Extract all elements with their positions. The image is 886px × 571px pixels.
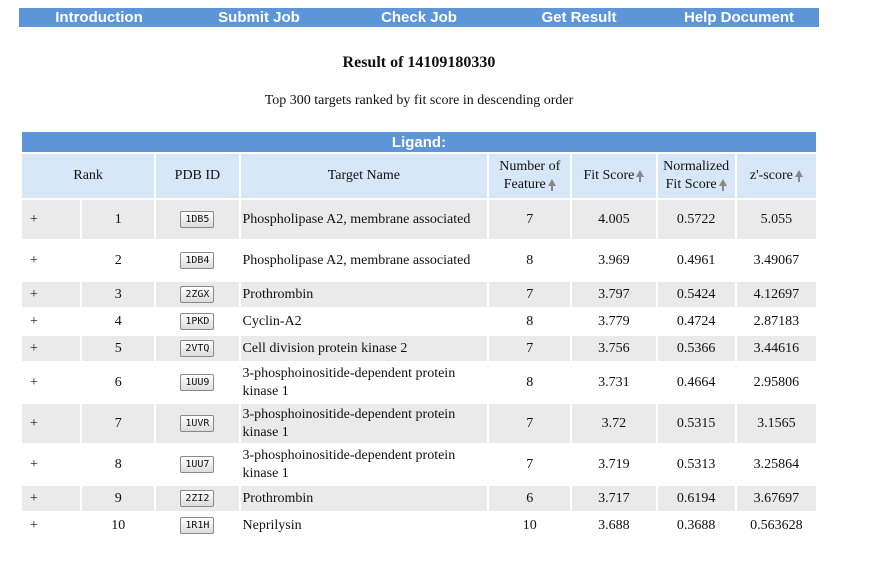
z-score-cell: 0.563628 xyxy=(737,511,816,538)
expand-toggle[interactable]: + xyxy=(22,402,80,443)
fit-score-cell: 3.756 xyxy=(572,334,655,361)
rank-cell: 10 xyxy=(82,511,154,538)
nav-check-job[interactable]: Check Job xyxy=(381,9,457,26)
fit-score-cell: 3.72 xyxy=(572,402,655,443)
table-row xyxy=(22,443,816,484)
page-subtitle: Top 300 targets ranked by fit score in descending order xyxy=(264,93,574,108)
expand-toggle[interactable]: + xyxy=(22,511,80,538)
normalized-fit-score-cell: 0.4664 xyxy=(658,361,735,402)
number-of-feature-cell: 6 xyxy=(489,484,570,511)
pdb-id-button[interactable]: 1DB4 xyxy=(180,252,214,269)
normalized-fit-score-cell: 0.4961 xyxy=(658,239,735,280)
pdb-id-cell xyxy=(156,511,238,538)
expand-toggle[interactable]: + xyxy=(22,239,80,280)
pdb-id-button[interactable]: 1UU7 xyxy=(180,456,214,473)
number-of-feature-cell: 7 xyxy=(489,443,570,484)
table-row xyxy=(22,280,816,307)
normalized-fit-score-cell: 0.5315 xyxy=(658,402,735,443)
nav-introduction[interactable]: Introduction xyxy=(55,9,143,26)
nav-submit-job[interactable]: Submit Job xyxy=(218,9,300,26)
pdb-id-cell xyxy=(156,239,238,280)
column-header-fit-score[interactable] xyxy=(572,152,655,198)
z-score-cell: 5.055 xyxy=(737,198,816,239)
table-row xyxy=(22,334,816,361)
column-header-normalized-fit-score[interactable] xyxy=(658,152,735,198)
normalized-fit-score-cell: 0.3688 xyxy=(658,511,735,538)
pdb-id-button[interactable]: 2ZI2 xyxy=(180,490,214,507)
pdb-id-cell xyxy=(156,307,238,334)
z-score-cell: 3.67697 xyxy=(737,484,816,511)
ligand-section-header: Ligand: xyxy=(22,132,816,152)
fit-score-cell: 3.731 xyxy=(572,361,655,402)
fit-score-cell: 3.717 xyxy=(572,484,655,511)
target-name-cell: 3-phosphoinositide-dependent protein kinase 1 xyxy=(241,361,488,402)
target-name-cell: Neprilysin xyxy=(241,511,488,538)
rank-cell: 5 xyxy=(82,334,154,361)
fit-score-header-label: Fit Score xyxy=(583,168,635,183)
target-name-header-label: Target Name xyxy=(327,168,400,183)
normalized-fit-score-cell: 0.4724 xyxy=(658,307,735,334)
number-of-feature-cell: 8 xyxy=(489,361,570,402)
fit-score-cell: 3.969 xyxy=(572,239,655,280)
table-row xyxy=(22,361,816,402)
table-row xyxy=(22,239,816,280)
pdb-id-button[interactable]: 1DB5 xyxy=(180,211,214,228)
pdb-id-button[interactable]: 1R1H xyxy=(180,517,214,534)
rank-cell: 6 xyxy=(82,361,154,402)
normalized-fit-score-header-label: Normalized Fit Score xyxy=(663,159,730,192)
expand-toggle[interactable]: + xyxy=(22,334,80,361)
number-of-feature-cell: 7 xyxy=(489,198,570,239)
fit-score-cell: 3.688 xyxy=(572,511,655,538)
number-of-feature-cell: 7 xyxy=(489,280,570,307)
pdb-id-cell xyxy=(156,402,238,443)
column-header-rank[interactable] xyxy=(22,152,154,198)
number-of-feature-cell: 10 xyxy=(489,511,570,538)
z-score-header-label: z'-score xyxy=(749,168,793,183)
nav-help-document[interactable]: Help Document xyxy=(683,9,794,26)
fit-score-cell: 3.797 xyxy=(572,280,655,307)
fit-score-cell: 3.719 xyxy=(572,443,655,484)
z-score-cell: 3.44616 xyxy=(737,334,816,361)
pdb-id-button[interactable]: 2ZGX xyxy=(180,286,214,303)
z-score-cell: 3.25864 xyxy=(737,443,816,484)
pdb-id-header-label: PDB ID xyxy=(174,168,221,183)
number-of-feature-cell: 8 xyxy=(489,307,570,334)
table-row xyxy=(22,198,816,239)
target-name-cell: Prothrombin xyxy=(241,484,488,511)
top-navigation-bar xyxy=(19,8,819,27)
table-row xyxy=(22,402,816,443)
z-score-cell: 2.95806 xyxy=(737,361,816,402)
target-name-cell: 3-phosphoinositide-dependent protein kinase 1 xyxy=(241,402,488,443)
expand-toggle[interactable]: + xyxy=(22,443,80,484)
expand-toggle[interactable]: + xyxy=(22,361,80,402)
target-name-cell: Phospholipase A2, membrane associated xyxy=(241,239,488,280)
z-score-cell: 4.12697 xyxy=(737,280,816,307)
pdb-id-cell xyxy=(156,361,238,402)
sort-arrow-icon[interactable] xyxy=(795,170,803,177)
rank-cell: 8 xyxy=(82,443,154,484)
column-header-number-of-feature[interactable] xyxy=(489,152,570,198)
target-name-cell: 3-phosphoinositide-dependent protein kinase 1 xyxy=(241,443,488,484)
normalized-fit-score-cell: 0.5722 xyxy=(658,198,735,239)
expand-toggle[interactable]: + xyxy=(22,198,80,239)
target-name-cell: Prothrombin xyxy=(241,280,488,307)
normalized-fit-score-cell: 0.5313 xyxy=(658,443,735,484)
number-of-feature-cell: 7 xyxy=(489,334,570,361)
expand-toggle[interactable]: + xyxy=(22,280,80,307)
number-of-feature-header-label: Number of Feature xyxy=(499,159,561,192)
fit-score-cell: 3.779 xyxy=(572,307,655,334)
rank-cell: 9 xyxy=(82,484,154,511)
number-of-feature-cell: 8 xyxy=(489,239,570,280)
table-row xyxy=(22,511,816,538)
fit-score-cell: 4.005 xyxy=(572,198,655,239)
column-header-z-score[interactable] xyxy=(737,152,816,198)
target-name-cell: Phospholipase A2, membrane associated xyxy=(241,198,488,239)
normalized-fit-score-cell: 0.6194 xyxy=(658,484,735,511)
results-table xyxy=(20,132,818,538)
z-score-cell: 3.1565 xyxy=(737,402,816,443)
sort-arrow-icon[interactable] xyxy=(548,179,556,186)
pdb-id-cell xyxy=(156,334,238,361)
pdb-id-cell xyxy=(156,443,238,484)
rank-cell: 4 xyxy=(82,307,154,334)
expand-toggle[interactable]: + xyxy=(22,307,80,334)
normalized-fit-score-cell: 0.5424 xyxy=(658,280,735,307)
nav-get-result[interactable]: Get Result xyxy=(541,9,617,26)
page-title: Result of 14109180330 xyxy=(342,54,496,71)
expand-toggle[interactable]: + xyxy=(22,484,80,511)
sort-arrow-icon[interactable] xyxy=(636,170,644,177)
pdb-id-button[interactable]: 1PKD xyxy=(180,313,214,330)
pdb-id-button[interactable]: 2VTQ xyxy=(180,340,214,357)
normalized-fit-score-cell: 0.5366 xyxy=(658,334,735,361)
rank-cell: 2 xyxy=(82,239,154,280)
column-header-target-name xyxy=(241,152,488,198)
rank-header-label: Rank xyxy=(73,168,103,183)
pdb-id-cell xyxy=(156,280,238,307)
pdb-id-button[interactable]: 1UVR xyxy=(180,415,214,432)
table-row xyxy=(22,484,816,511)
rank-cell: 3 xyxy=(82,280,154,307)
target-name-cell: Cell division protein kinase 2 xyxy=(241,334,488,361)
sort-arrow-icon[interactable] xyxy=(719,179,727,186)
rank-cell: 1 xyxy=(82,198,154,239)
target-name-cell: Cyclin-A2 xyxy=(241,307,488,334)
z-score-cell: 2.87183 xyxy=(737,307,816,334)
number-of-feature-cell: 7 xyxy=(489,402,570,443)
z-score-cell: 3.49067 xyxy=(737,239,816,280)
column-header-pdb-id xyxy=(156,152,238,198)
table-row xyxy=(22,307,816,334)
pdb-id-cell xyxy=(156,484,238,511)
rank-cell: 7 xyxy=(82,402,154,443)
pdb-id-button[interactable]: 1UU9 xyxy=(180,374,214,391)
pdb-id-cell xyxy=(156,198,238,239)
